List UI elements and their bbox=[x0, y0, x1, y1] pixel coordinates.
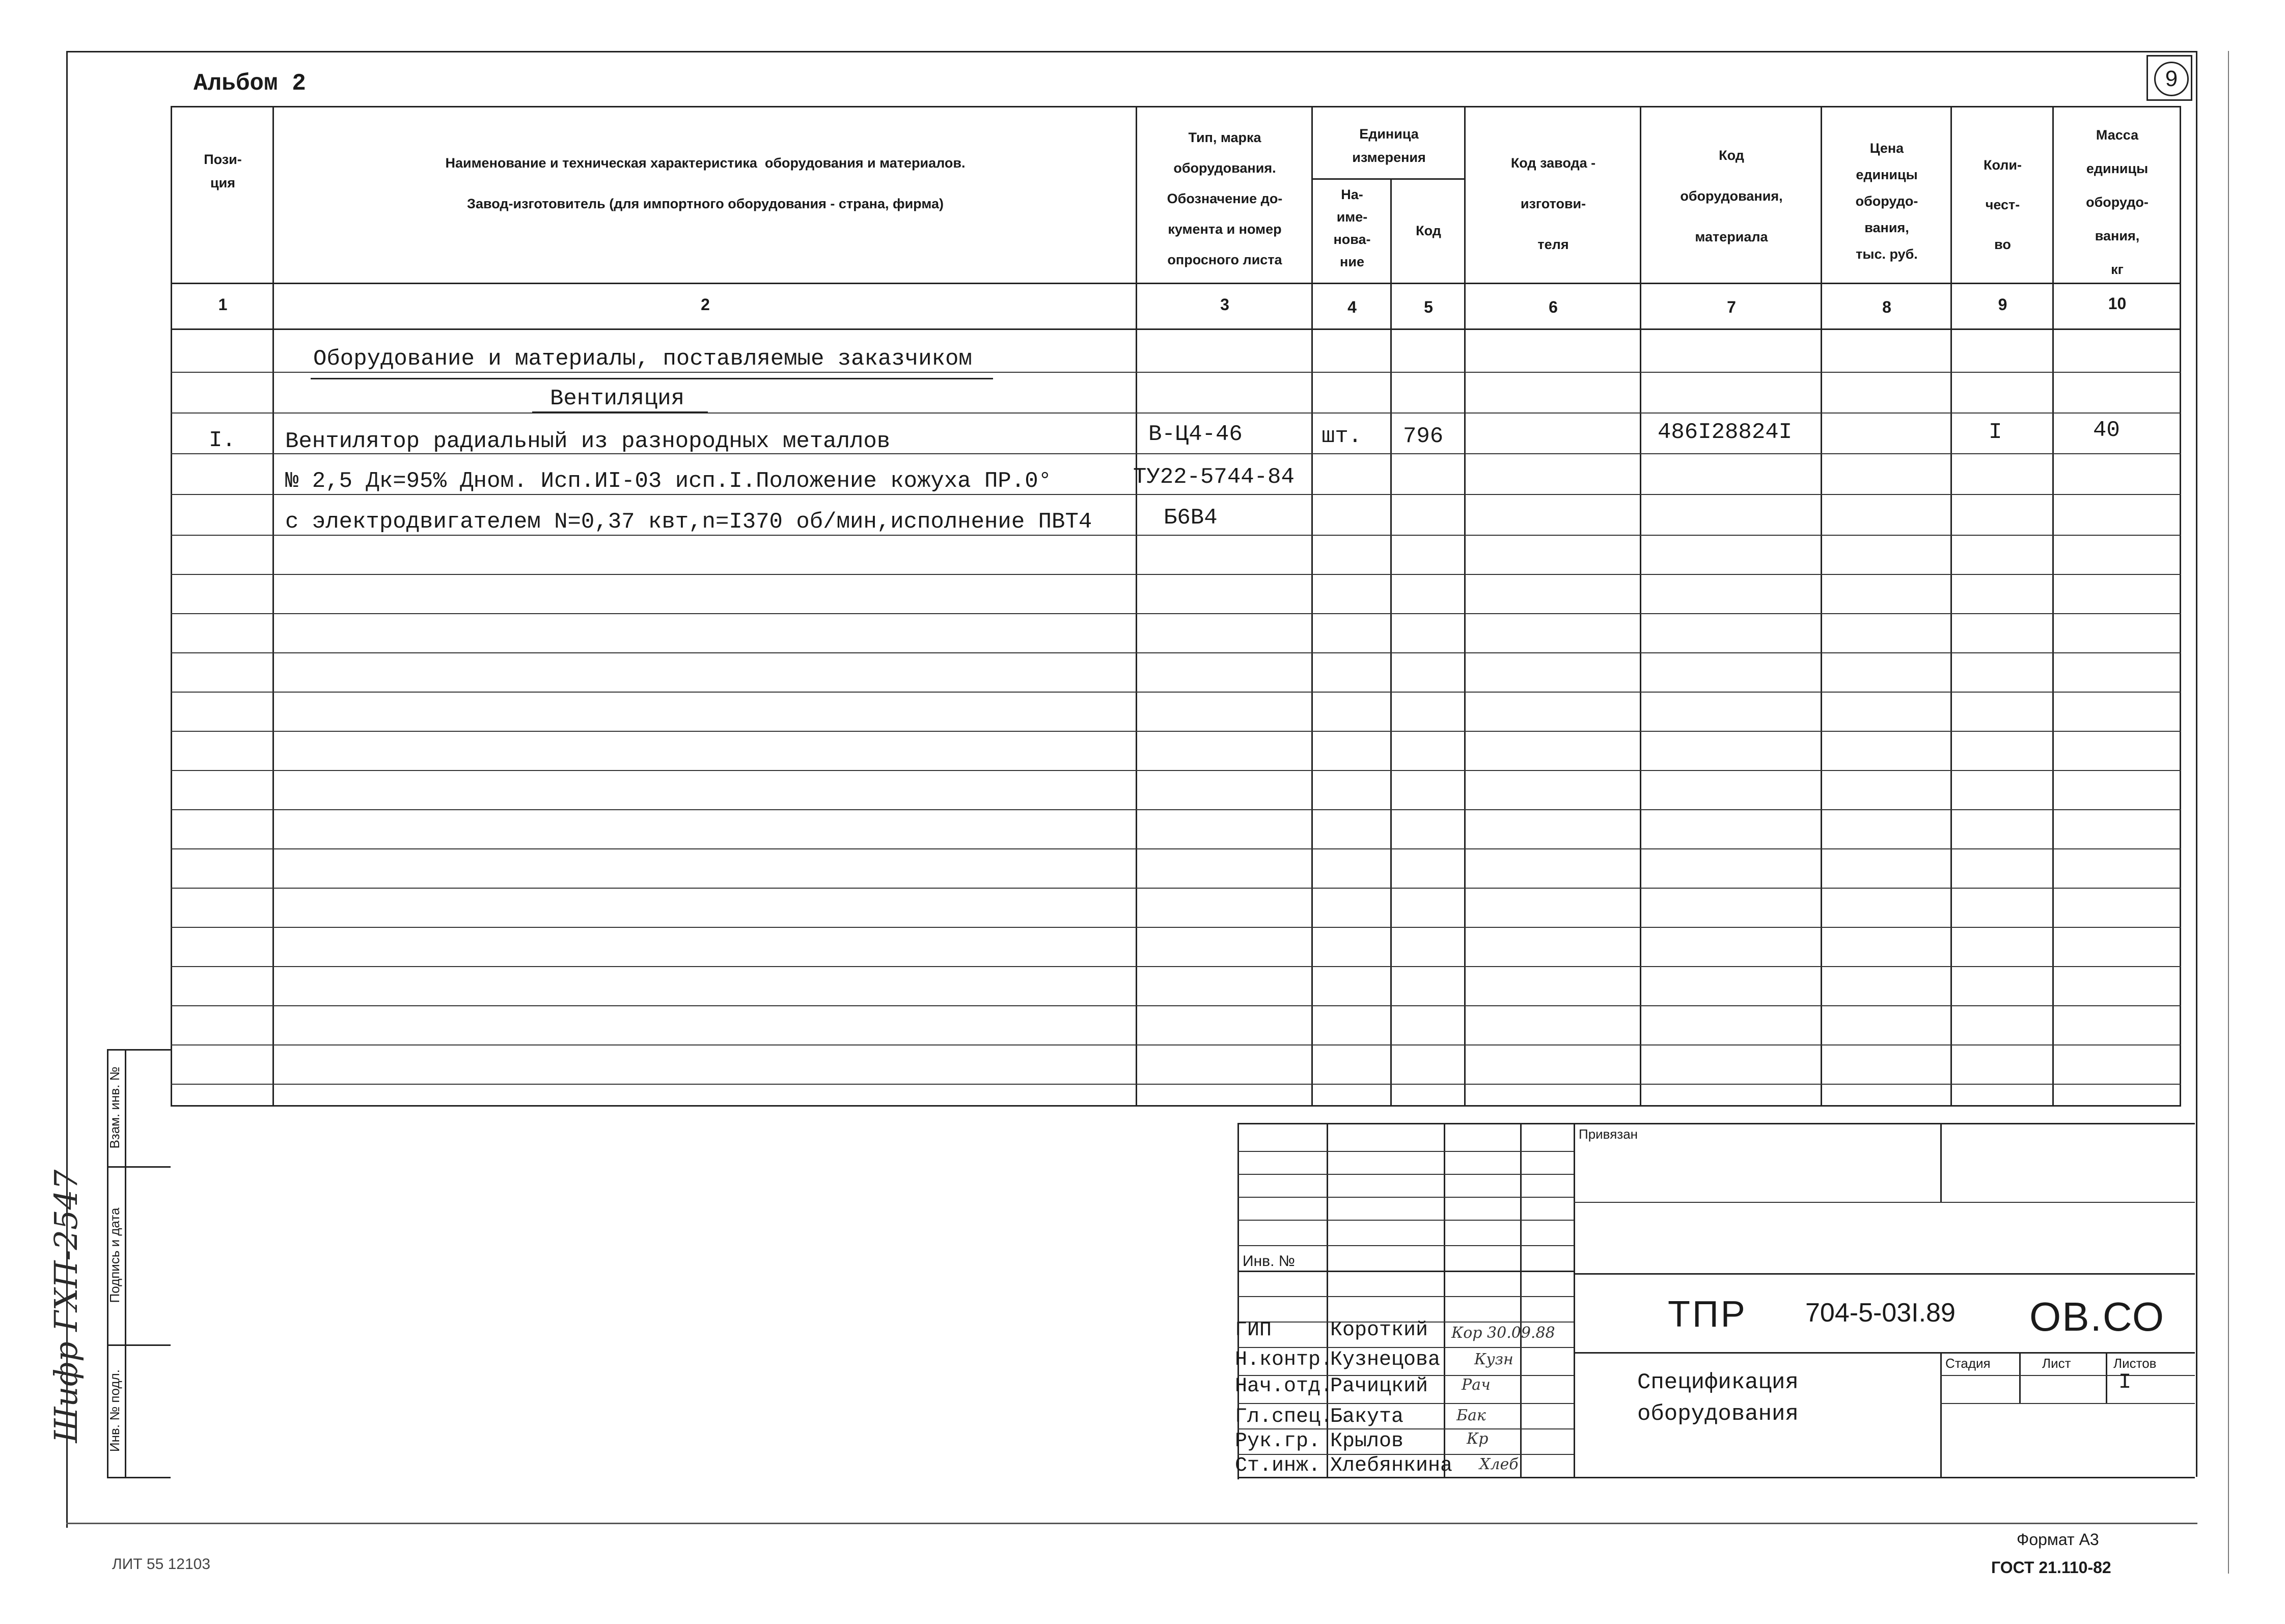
sign-role-6: Ст.инж. bbox=[1235, 1454, 1321, 1477]
subsection-title-underline bbox=[532, 411, 708, 413]
frame-bottom bbox=[66, 1523, 2197, 1524]
sign-name-4: Бакута bbox=[1330, 1406, 1404, 1428]
page-number: 9 bbox=[2154, 62, 2189, 96]
section-title-underline bbox=[311, 378, 993, 379]
col-line-8 bbox=[1821, 106, 1822, 1107]
privyazan-label: Привязан bbox=[1579, 1126, 1638, 1142]
unit-sub-line bbox=[1311, 178, 1464, 180]
sign-role-3: Нач.отд. bbox=[1235, 1375, 1333, 1398]
row-1-unit-code: 796 bbox=[1403, 424, 1444, 449]
col-number-10: 10 bbox=[2108, 294, 2127, 313]
frame-outer-right bbox=[2228, 51, 2229, 1574]
header-equipment-code: Код оборудования, материала bbox=[1680, 148, 1783, 244]
side-label-replacement: Взам. инв. № bbox=[107, 1066, 122, 1149]
sign-name-2: Кузнецова bbox=[1330, 1348, 1441, 1371]
sign-name-5: Крылов bbox=[1330, 1430, 1404, 1453]
header-mark: Тип, марка оборудования. Обозначение до- кумента и номер опросного листа bbox=[1167, 130, 1283, 267]
row-1-position: I. bbox=[209, 428, 236, 453]
inv-no-label: Инв. № bbox=[1243, 1253, 1295, 1270]
header-bottom-line bbox=[171, 283, 2181, 284]
frame-top bbox=[66, 51, 2197, 52]
header-quantity: Коли- чест- во bbox=[1983, 157, 2022, 252]
col-number-2: 2 bbox=[701, 295, 710, 314]
col-number-1: 1 bbox=[218, 295, 228, 314]
sign-name-6: Хлебянкина bbox=[1330, 1454, 1453, 1477]
signature-2: Кузн bbox=[1474, 1351, 1513, 1368]
sign-role-4: Гл.спец. bbox=[1235, 1406, 1333, 1428]
stage-label: Стадия bbox=[1945, 1356, 1991, 1371]
header-top-line bbox=[171, 106, 2181, 107]
row-1-unit: шт. bbox=[1322, 424, 1362, 449]
col-line-1 bbox=[171, 106, 172, 1107]
doc-title-line-2: оборудования bbox=[1637, 1401, 1799, 1427]
col-number-5: 5 bbox=[1424, 298, 1433, 316]
table-bottom-line bbox=[171, 1105, 2181, 1107]
row-3-mark: Б6В4 bbox=[1164, 505, 1218, 531]
page-number-box bbox=[2146, 55, 2192, 101]
format-label: Формат А3 bbox=[2017, 1530, 2099, 1549]
header-factory-code: Код завода - изготови- теля bbox=[1510, 155, 1596, 252]
sheets-value: I bbox=[2118, 1370, 2132, 1394]
doc-tpr: ТПР bbox=[1668, 1294, 1747, 1335]
header-unit-code: Код bbox=[1416, 223, 1441, 238]
header-unit-price: Цена единицы оборудо- вания, тыс. руб. bbox=[1855, 141, 1918, 262]
col-number-9: 9 bbox=[1998, 295, 2007, 314]
sign-name-3: Рачицкий bbox=[1330, 1375, 1428, 1398]
col-number-6: 6 bbox=[1549, 298, 1558, 316]
col-line-5 bbox=[1390, 178, 1392, 1107]
col-line-10 bbox=[2052, 106, 2054, 1107]
header-mass: Масса единицы оборудо- вания, кг bbox=[2086, 127, 2149, 277]
gost-label: ГОСТ 21.110-82 bbox=[1991, 1558, 2111, 1577]
col-line-11 bbox=[2180, 106, 2181, 1107]
col-number-3: 3 bbox=[1220, 295, 1229, 314]
section-title: Оборудование и материалы, поставляемые заказчиком bbox=[313, 346, 972, 372]
col-line-3 bbox=[1136, 106, 1137, 1107]
handwritten-cipher: Шифр ГХП-2547 bbox=[47, 1169, 85, 1443]
frame-right bbox=[2196, 51, 2197, 1477]
row-1-name: Вентилятор радиальный из разнородных металлов bbox=[285, 429, 891, 454]
col-line-6 bbox=[1464, 106, 1466, 1107]
row-2-mark: ТУ22-5744-84 bbox=[1133, 464, 1295, 490]
header-unit-name: На- име- нова- ние bbox=[1333, 187, 1371, 269]
signature-6: Хлеб bbox=[1479, 1455, 1519, 1473]
signature-3: Рач bbox=[1462, 1376, 1491, 1394]
sign-role-5: Рук.гр. bbox=[1235, 1430, 1321, 1453]
sign-role-2: Н.контр. bbox=[1235, 1348, 1333, 1371]
side-label-signature: Подпись и дата bbox=[107, 1207, 122, 1303]
row-3-name: с электродвигателем N=0,37 квт,n=I370 об/мин,исполнение ПВТ4 bbox=[285, 509, 1092, 535]
col-number-8: 8 bbox=[1882, 298, 1891, 316]
row-1-equipment-code: 486I28824I bbox=[1658, 420, 1793, 445]
row-1-mass: 40 bbox=[2093, 418, 2120, 443]
header-name: Наименование и техническая характеристика оборудования и материалов. Завод-изготовитель (для импортного оборудования - страна, фирма) bbox=[445, 155, 966, 211]
sheets-label: Листов bbox=[2113, 1356, 2157, 1371]
signature-5: Кр bbox=[1467, 1430, 1489, 1448]
header-position: Пози- ция bbox=[204, 152, 242, 190]
doc-title-line-1: Спецификация bbox=[1637, 1370, 1799, 1395]
col-number-7: 7 bbox=[1727, 298, 1736, 316]
side-label-inventory: Инв. № подл. bbox=[107, 1369, 122, 1452]
col-line-9 bbox=[1950, 106, 1952, 1107]
sign-name-1: Короткий bbox=[1330, 1319, 1428, 1342]
row-1-quantity: I bbox=[1989, 420, 2002, 445]
signature-4: Бак bbox=[1456, 1407, 1486, 1424]
sign-role-1: ГИП bbox=[1235, 1319, 1272, 1342]
row-1-mark: В-Ц4-46 bbox=[1148, 422, 1243, 447]
col-line-7 bbox=[1640, 106, 1641, 1107]
sheet-label: Лист bbox=[2042, 1356, 2071, 1371]
row-2-name: № 2,5 Дк=95% Дном. Исп.ИI-03 исп.I.Положение кожуха ПР.0° bbox=[285, 469, 1052, 494]
col-number-4: 4 bbox=[1347, 298, 1357, 316]
header-unit-group: Единица измерения bbox=[1352, 126, 1426, 165]
col-line-2 bbox=[272, 106, 274, 1107]
doc-number: 704-5-03I.89 bbox=[1805, 1298, 1956, 1328]
col-line-4 bbox=[1311, 106, 1313, 1107]
print-id: ЛИТ 55 12103 bbox=[112, 1556, 211, 1573]
subsection-title: Вентиляция bbox=[550, 386, 685, 411]
signature-1: Кор 30.09.88 bbox=[1451, 1324, 1555, 1342]
colnum-bottom-line bbox=[171, 328, 2181, 330]
doc-code: ОВ.СО bbox=[2029, 1294, 2165, 1339]
album-title: Альбом 2 bbox=[194, 70, 306, 97]
